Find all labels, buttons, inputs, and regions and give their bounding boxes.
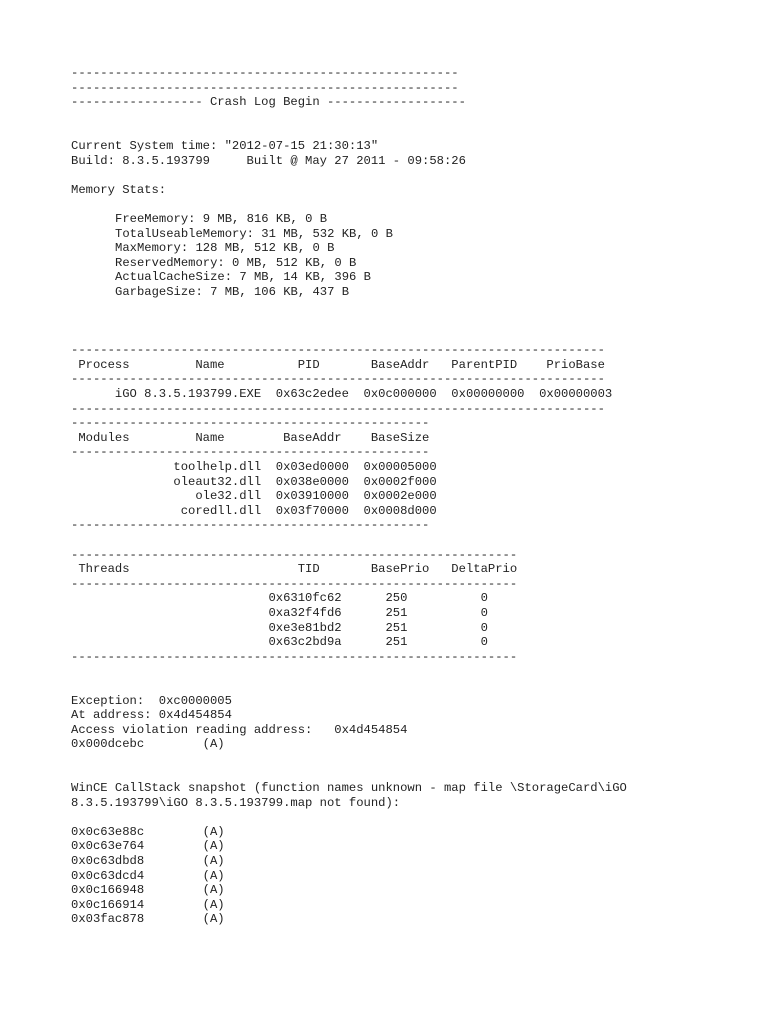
threads-table-header: Threads TID BasePrio DeltaPrio xyxy=(71,562,518,577)
callstack-title: WinCE CallStack snapshot (function names unknown - map file \StorageCard\iGO xyxy=(71,781,627,796)
log-header xyxy=(71,66,761,110)
separator-rule: ------------------------------------------------------------------------- xyxy=(71,372,605,387)
threads-table xyxy=(71,548,761,665)
separator-rule: ----------------------------------------------------- xyxy=(71,80,459,95)
memory-stat-actual-cache: ActualCacheSize: 7 MB, 14 KB, 396 B xyxy=(115,270,371,285)
exception-address: At address: 0x4d454854 xyxy=(71,708,232,723)
callstack-frame: 0x0c63e764 (A) xyxy=(71,839,225,854)
thread-row: 0x63c2bd9a 251 0 xyxy=(71,635,488,650)
separator-rule: ------------------------------------------------------------- xyxy=(71,649,518,664)
thread-row: 0xe3e81bd2 251 0 xyxy=(71,620,488,635)
process-table-header: Process Name PID BaseAddr ParentPID PrioBase xyxy=(71,357,605,372)
exception-info xyxy=(71,694,761,752)
separator-rule: ------------------------------------------------------------------------- xyxy=(71,343,605,358)
memory-stat-reserved: ReservedMemory: 0 MB, 512 KB, 0 B xyxy=(115,255,357,270)
system-time: Current System time: "2012-07-15 21:30:13" xyxy=(71,138,379,153)
crash-log-document xyxy=(71,66,761,927)
callstack-frame: 0x0c63e88c (A) xyxy=(71,824,225,839)
thread-row: 0xa32f4fd6 251 0 xyxy=(71,605,488,620)
access-violation: Access violation reading address: 0x4d454854 xyxy=(71,722,408,737)
system-info xyxy=(71,139,761,168)
exception-code: Exception: 0xc0000005 xyxy=(71,693,232,708)
callstack-frame: 0x0c63dbd8 (A) xyxy=(71,854,225,869)
module-row: oleaut32.dll 0x038e0000 0x0002f000 xyxy=(71,474,437,489)
callstack-snapshot xyxy=(71,781,761,927)
callstack-frame: 0x0c166948 (A) xyxy=(71,883,225,898)
module-row: coredll.dll 0x03f70000 0x0008d000 xyxy=(71,503,437,518)
separator-rule: ------------------------------------------------------------- xyxy=(71,547,518,562)
callstack-frame: 0x03fac878 (A) xyxy=(71,912,225,927)
separator-rule: ------------------------------------------------- xyxy=(71,518,430,533)
module-row: ole32.dll 0x03910000 0x0002e000 xyxy=(71,489,437,504)
separator-rule: ------------------------------------------------------------------------- xyxy=(71,401,605,416)
separator-rule: ----------------------------------------------------- xyxy=(71,66,459,80)
memory-stats xyxy=(71,183,761,300)
modules-table xyxy=(71,416,761,533)
crash-log-begin-banner: ------------------ Crash Log Begin ------------------- xyxy=(71,95,466,110)
memory-stat-total-useable: TotalUseableMemory: 31 MB, 532 KB, 0 B xyxy=(115,226,393,241)
separator-rule: ------------------------------------------------- xyxy=(71,445,430,460)
memory-stats-title: Memory Stats: xyxy=(71,182,167,197)
separator-rule: ------------------------------------------------------------- xyxy=(71,576,518,591)
memory-stat-garbage: GarbageSize: 7 MB, 106 KB, 437 B xyxy=(115,284,350,299)
callstack-frame: 0x0c166914 (A) xyxy=(71,897,225,912)
exception-frame: 0x000dcebc (A) xyxy=(71,737,225,752)
module-row: toolhelp.dll 0x03ed0000 0x00005000 xyxy=(71,460,437,475)
separator-rule: ------------------------------------------------- xyxy=(71,416,430,431)
callstack-frame: 0x0c63dcd4 (A) xyxy=(71,868,225,883)
thread-row: 0x6310fc62 250 0 xyxy=(71,591,488,606)
build-info: Build: 8.3.5.193799 Built @ May 27 2011 - 09:58:26 xyxy=(71,153,466,168)
process-row: iGO 8.3.5.193799.EXE 0x63c2edee 0x0c000000 0x00000000 0x00000003 xyxy=(71,387,613,402)
process-table xyxy=(71,343,761,416)
modules-table-header: Modules Name BaseAddr BaseSize xyxy=(71,430,430,445)
memory-stat-max: MaxMemory: 128 MB, 512 KB, 0 B xyxy=(115,241,335,256)
memory-stat-free: FreeMemory: 9 MB, 816 KB, 0 B xyxy=(115,211,328,226)
callstack-title-continued: 8.3.5.193799\iGO 8.3.5.193799.map not found): xyxy=(71,795,401,810)
